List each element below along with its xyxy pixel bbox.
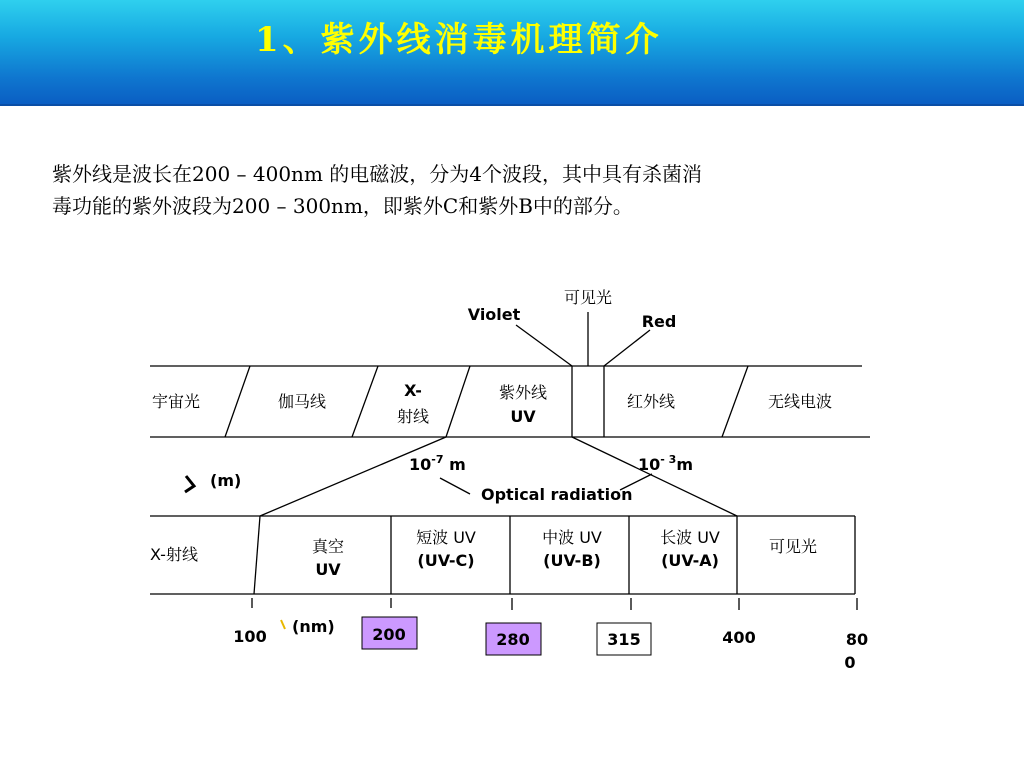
divider-ir-radio [722,366,748,437]
band-cosmic-rays: 宇宙光 [151,392,201,411]
optical-radiation-label: Optical radiation [481,485,633,504]
divider-xray-vacuum [254,516,260,594]
wavelength-315: 315 [607,630,641,649]
uv-band-long-1: 长波 UV [660,528,720,547]
uv-band-long-2: (UV-A) [661,551,719,570]
page-title: 1、紫外线消毒机理简介 [255,20,663,60]
intro-line-1: 紫外线是波长在200 – 400nm 的电磁波，分为4个波段，其中具有杀菌消 [52,162,702,186]
divider-gamma-xray [352,366,378,437]
uv-band-vacuum-2: UV [315,560,341,579]
lambda-nm-mark-icon [281,620,285,629]
uv-band-visible: 可见光 [768,537,818,556]
band-xray-1: X- [404,381,422,400]
optical-pointer-left [440,478,470,494]
uv-band-vacuum-1: 真空 [311,537,345,556]
nm-unit-label: (nm) [292,617,335,636]
red-pointer [604,330,650,366]
marker-right: $10^{- 3}m$ [638,453,693,474]
violet-label: Violet [467,305,521,324]
uv-band-xray: X-射线 [150,545,198,564]
wavelength-800-line2: 0 [844,653,856,672]
marker-left: $10^{-7}$ m [409,453,466,474]
lambda-unit-label: (m) [210,471,242,490]
band-radio-waves: 无线电波 [767,392,833,411]
band-infrared: 红外线 [626,392,676,411]
divider-cosmic-gamma [225,366,250,437]
lambda-mark-icon [185,476,194,492]
wavelength-100: 100 [233,627,267,646]
band-xray-2: 射线 [396,407,430,426]
uv-band-medium-1: 中波 UV [542,528,602,547]
red-label: Red [641,312,677,331]
wavelength-800-line1: 80 [845,630,869,649]
zoom-line-right [572,437,737,516]
zoom-line-left [260,437,446,516]
uv-band-short-1: 短波 UV [416,528,476,547]
violet-pointer [516,325,572,366]
intro-line-2: 毒功能的紫外波段为200 – 300nm，即紫外C和紫外B中的部分。 [52,194,633,218]
visible-light-label: 可见光 [563,288,613,307]
band-uv-1: 紫外线 [498,383,548,402]
uv-band-medium-2: (UV-B) [543,551,601,570]
wavelength-400: 400 [722,628,756,647]
uv-band-short-2: (UV-C) [417,551,475,570]
band-gamma-rays: 伽马线 [277,392,327,411]
wavelength-200: 200 [372,625,406,644]
wavelength-280: 280 [496,630,530,649]
divider-xray-uv [446,366,470,437]
band-uv-2: UV [510,407,536,426]
